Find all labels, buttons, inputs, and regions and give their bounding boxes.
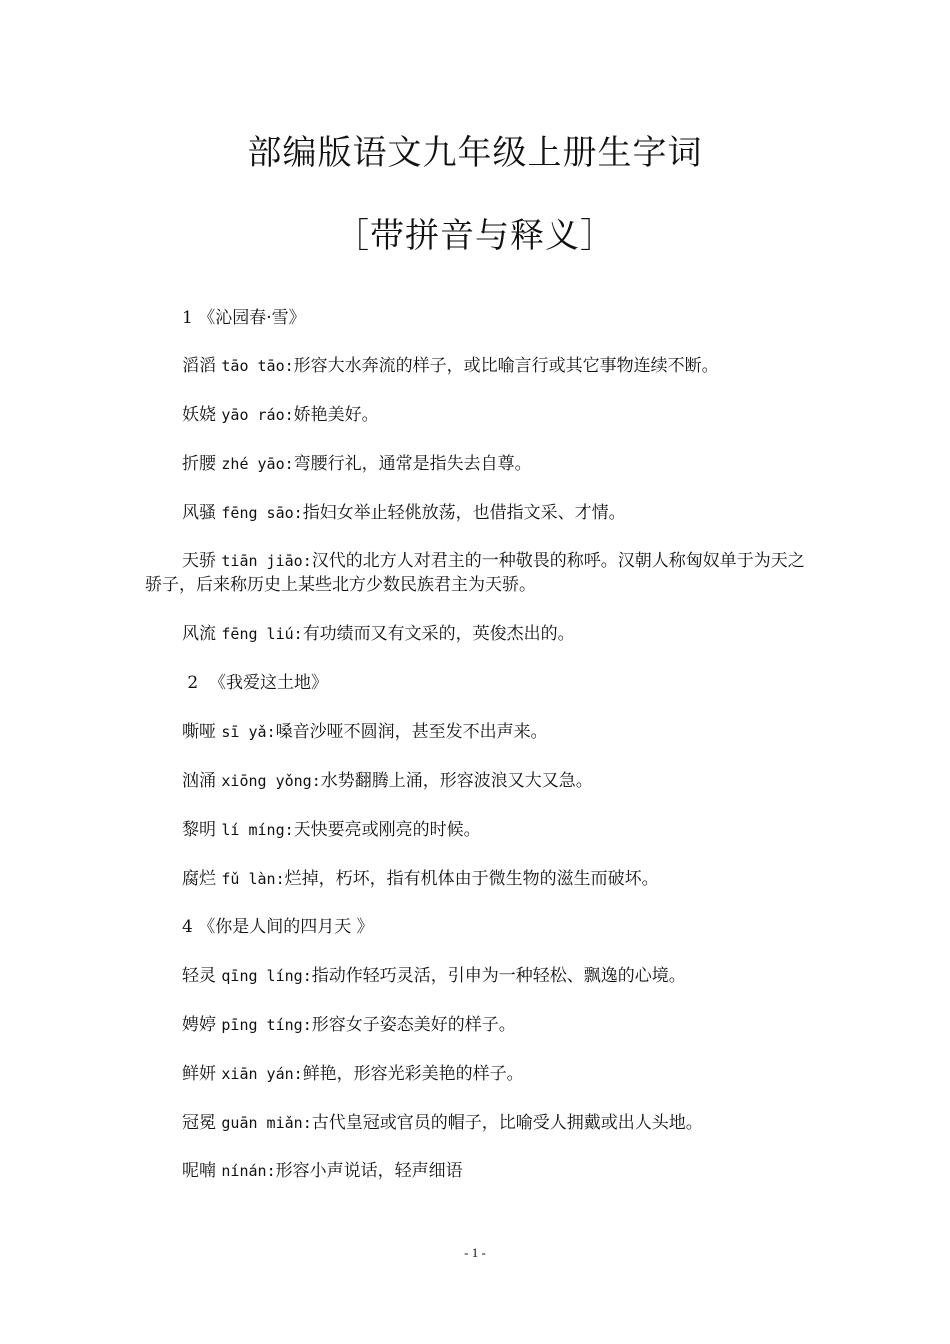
vocab-entry: [145, 622, 862, 646]
vocab-entry: [145, 1013, 862, 1037]
vocab-entry: [145, 720, 862, 744]
vocab-word: 腐烂: [182, 869, 216, 889]
vocab-word: 娉婷: [182, 1015, 216, 1035]
vocab-separator: :: [302, 1016, 312, 1034]
vocab-separator: :: [266, 723, 276, 741]
vocab-definition: 古代皇冠或官员的帽子，比喻受人拥戴或出人头地。: [311, 1113, 703, 1133]
vocab-word: 风流: [182, 624, 216, 644]
vocab-definition: 指动作轻巧灵活，引申为一种轻松、飘逸的心境。: [311, 966, 686, 986]
vocab-definition: 水势翻腾上涌，形容波浪又大又急。: [320, 771, 593, 791]
vocab-entry: [145, 867, 862, 891]
vocab-pinyin: tāo tāo: [221, 357, 285, 375]
vocab-separator: :: [284, 455, 294, 473]
vocab-definition: 嗓音沙哑不圆润，甚至发不出声来。: [275, 722, 548, 742]
vocab-entry: [145, 964, 862, 988]
vocab-definition: 娇艳美好。: [293, 405, 379, 425]
vocab-definition: 形容小声说话，轻声细语: [275, 1161, 463, 1181]
vocab-separator: :: [302, 1114, 312, 1132]
vocab-separator: :: [284, 357, 294, 375]
vocab-entry: [145, 769, 862, 793]
lesson-heading: [145, 306, 862, 330]
vocab-definition: 天快要亮或刚亮的时候。: [293, 820, 481, 840]
vocab-word: 风骚: [182, 503, 216, 523]
vocab-pinyin: xiān yán: [221, 1065, 294, 1083]
vocab-separator: :: [275, 870, 285, 888]
vocab-definition: 烂掉，朽坏，指有机体由于微生物的滋生而破坏。: [284, 869, 659, 889]
lesson-heading-text: 2 《我爱这土地》: [182, 673, 329, 693]
vocab-separator: :: [302, 967, 312, 985]
vocab-entry: [145, 818, 862, 842]
vocab-word: 轻灵: [182, 966, 216, 986]
vocab-word: 嘶哑: [182, 722, 216, 742]
vocab-word: 妖娆: [182, 405, 216, 425]
vocab-pinyin: fēng liú: [221, 625, 294, 643]
lesson-heading: [145, 915, 862, 939]
vocab-definition: 指妇女举止轻佻放荡，也借指文采、才情。: [302, 503, 626, 523]
vocab-pinyin: sī yǎ: [221, 723, 267, 741]
vocab-entry: [145, 1111, 862, 1135]
vocab-separator: :: [293, 625, 303, 643]
vocab-word: 折腰: [182, 454, 216, 474]
vocab-word: 滔滔: [182, 356, 216, 376]
vocab-word: 冠冕: [182, 1113, 216, 1133]
vocab-separator: :: [266, 1162, 276, 1180]
vocab-pinyin: tiān jiāo: [221, 552, 303, 570]
vocab-separator: :: [302, 552, 312, 570]
vocab-pinyin: guān miǎn: [221, 1114, 303, 1132]
vocab-separator: :: [293, 1065, 303, 1083]
vocab-pinyin: fǔ làn: [221, 870, 276, 888]
vocab-entry: [145, 1062, 862, 1086]
vocab-entry: [145, 354, 862, 378]
vocab-pinyin: yāo ráo: [221, 406, 285, 424]
vocab-separator: :: [284, 406, 294, 424]
vocab-pinyin: nínán: [221, 1162, 267, 1180]
vocab-pinyin: zhé yāo: [221, 455, 285, 473]
vocab-word: 呢喃: [182, 1161, 216, 1181]
vocab-separator: :: [293, 504, 303, 522]
lesson-heading-text: 4 《你是人间的四月天 》: [182, 917, 374, 937]
vocab-pinyin: pīng tíng: [221, 1016, 303, 1034]
vocab-definition: 鲜艳，形容光彩美艳的样子。: [302, 1064, 524, 1084]
vocab-entry: [145, 501, 862, 525]
vocab-entry: [145, 452, 862, 476]
vocab-entry: [145, 403, 862, 427]
page-number: - 1 -: [464, 1245, 486, 1260]
vocab-definition: 弯腰行礼，通常是指失去自尊。: [293, 454, 532, 474]
vocab-separator: :: [284, 821, 294, 839]
vocab-entry: [145, 549, 815, 597]
document-title: 部编版语文九年级上册生字词: [247, 133, 703, 173]
vocab-definition: 汉代的北方人对君主的一种敬畏的称呼。汉朝人称匈奴单于为天之骄子，后来称历史上某些北方少数民族君主为天骄。: [145, 551, 805, 595]
vocab-pinyin: lí míng: [221, 821, 285, 839]
vocab-pinyin: qīng líng: [221, 967, 303, 985]
lesson-heading-text: 1 《沁园春·雪》: [182, 308, 306, 328]
vocab-definition: 有功绩而又有文采的，英俊杰出的。: [302, 624, 575, 644]
vocab-word: 天骄: [182, 551, 216, 571]
vocab-pinyin: xiōng yǒng: [221, 772, 312, 790]
vocab-definition: 形容女子姿态美好的样子。: [311, 1015, 516, 1035]
vocab-entry: [145, 1159, 862, 1183]
vocab-word: 汹涌: [182, 771, 216, 791]
vocab-definition: 形容大水奔流的样子，或比喻言行或其它事物连续不断。: [293, 356, 719, 376]
vocab-pinyin: fēng sāo: [221, 504, 294, 522]
vocab-word: 鲜妍: [182, 1064, 216, 1084]
vocab-word: 黎明: [182, 820, 216, 840]
lesson-heading: [145, 671, 862, 695]
document-subtitle: ［带拼音与释义］: [335, 216, 615, 256]
vocab-separator: :: [311, 772, 321, 790]
